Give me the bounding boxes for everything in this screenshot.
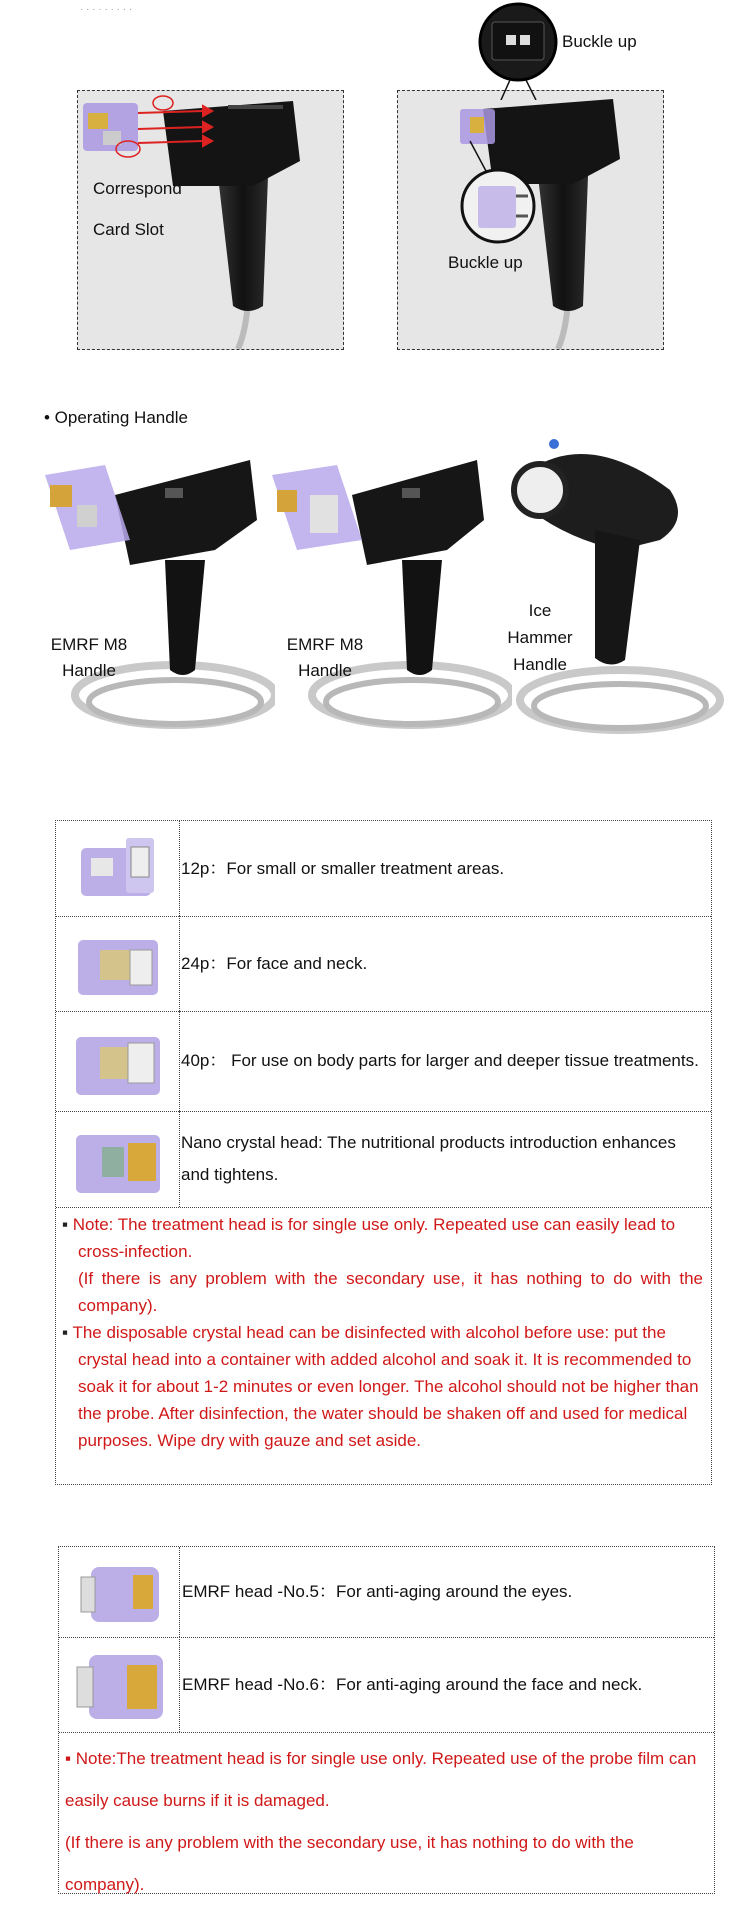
head-12p-image [56,821,180,916]
note-single-use-text: Note: The treatment head is for single use only. Repeated use can easily lead to cross-infection. [72,1215,676,1261]
emrf-heads-table [58,1546,715,1894]
emrf-head-no5-text: EMRF head -No.5：For anti-aging around the eyes. [182,1582,573,1601]
handle-3-line1: Ice [528,601,552,620]
note-single-use: ▪ Note: The treatment head is for single use only. Repeated use can easily lead to cross-infection. [62,1215,676,1261]
table-row [56,821,711,917]
nano-crystal-head-text: Nano crystal head: The nutritional products introduction enhances and tightens. [181,1133,676,1184]
handle-2-line1: EMRF M8 [286,635,364,654]
operating-handle-heading: • Operating Handle [44,408,188,427]
table1-notes [56,1207,711,1484]
nano-crystal-head-image [56,1111,180,1207]
note-secondary-use-2: (If there is any problem with the secondary use, it has nothing to do with the company). [65,1833,634,1894]
handle-photo-left [77,90,344,350]
card-slot-label: Card Slot [93,220,164,239]
table2-notes [59,1732,714,1893]
table-row [59,1547,714,1638]
table-row [56,916,711,1012]
handle-1-line2: Handle [62,661,116,680]
buckle-up-label-top: Buckle up [562,32,637,51]
emrf-head-no5-image [59,1547,180,1637]
handle-2-label [280,632,370,684]
table-row [56,1111,711,1208]
buckle-up-label-lower: Buckle up [448,253,523,272]
head-24p-text: 24p：For face and neck. [181,953,368,973]
note-burn-warning: ▪ Note:The treatment head is for single use only. Repeated use of the probe film can easily cause burns if it is damaged. [65,1749,697,1810]
handle-1-line1: EMRF M8 [50,635,128,654]
note-secondary-use: (If there is any problem with the secondary use, it has nothing to do with the company). [78,1269,703,1315]
handle-3-label [500,597,580,678]
handle-2-line2: Handle [298,661,352,680]
treatment-heads-table [55,820,712,1485]
faint-header: · · · · · · · · · [80,4,133,15]
note-disinfect: ▪ The disposable crystal head can be disinfected with alcohol before use: put the crystal head into a container with added alcohol and soak it. It is recommended to soak it for about 1-2 minutes or even longer. The alcohol should not be higher than the probe. After disinfection, the water should be shaken off and used for medical purposes. Wipe dry with gauze and set aside. [62,1323,699,1450]
handle-photo-right [397,90,664,350]
handle-1-label [44,632,134,684]
correspond-label: Correspond [93,179,182,198]
note-disinfect-text: The disposable crystal head can be disinfected with alcohol before use: put the crystal head into a container with added alcohol and soak it. It is recommended to soak it for about 1-2 minutes or even longer. The alcohol should not be higher than the probe. After disinfection, the water should be shaken off and used for medical purposes. Wipe dry with gauze and set aside. [72,1323,699,1450]
table1-note-block [62,1211,703,1454]
handle-illustration-right [398,91,663,349]
ice-hammer-handle-image [500,430,725,740]
head-40p-image [56,1011,180,1111]
handle-3-line2: Hammer [507,628,573,647]
table2-note-block [65,1738,706,1906]
emrf-m8-handle-image-1 [35,440,275,740]
emrf-m8-handle-image-2 [272,440,512,740]
head-40p-text: 40p： For use on body parts for larger and deeper tissue treatments. [181,1051,699,1070]
head-12p-text: 12p：For small or smaller treatment areas. [181,858,505,878]
table-row [56,1011,711,1112]
emrf-head-no6-text: EMRF head -No.6：For anti-aging around the face and neck. [182,1674,643,1694]
emrf-head-no6-image [59,1637,180,1732]
buckle-zoom-circle [476,0,561,100]
handle-3-line3: Handle [513,655,567,674]
head-24p-image [56,916,180,1011]
table-row [59,1637,714,1733]
